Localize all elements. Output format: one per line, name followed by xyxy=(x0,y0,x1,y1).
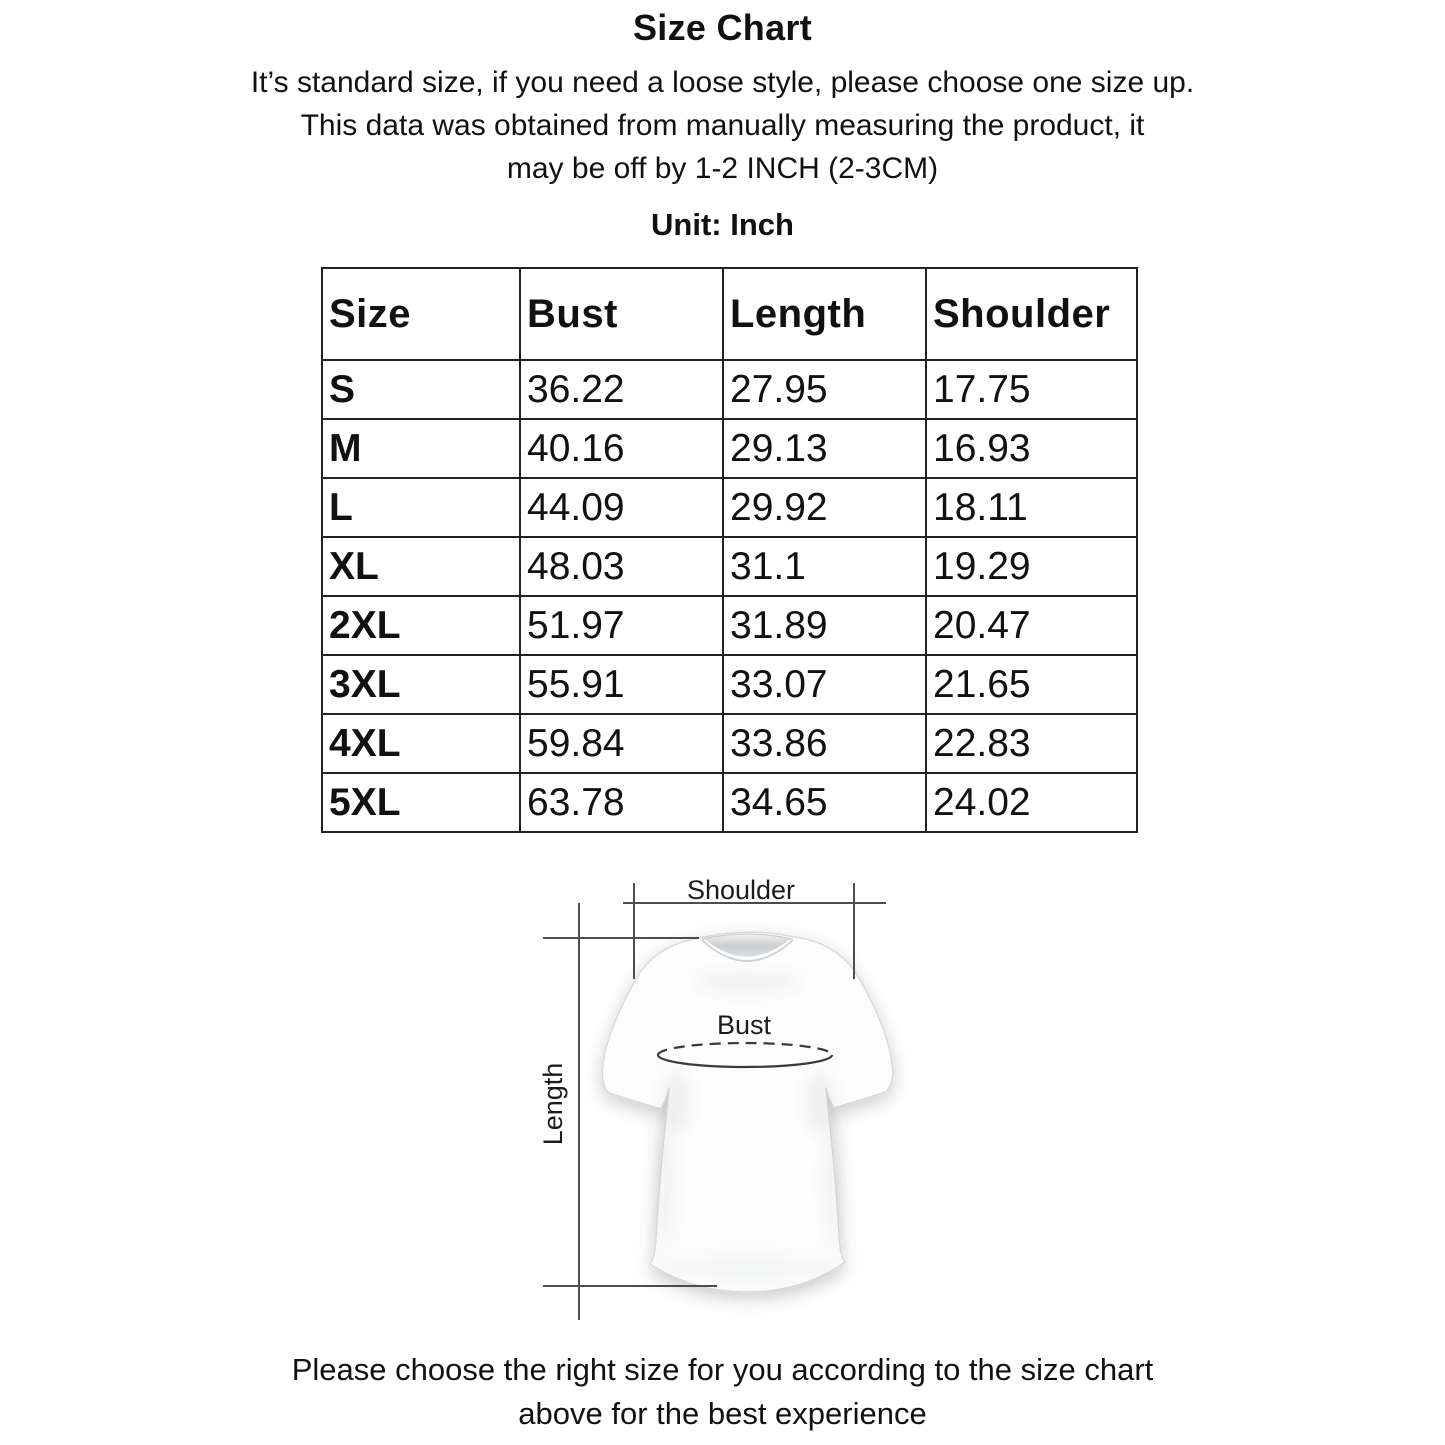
measurement-cell: 40.16 xyxy=(520,419,723,478)
measurement-cell: 59.84 xyxy=(520,714,723,773)
measurement-cell: 19.29 xyxy=(926,537,1137,596)
size-cell: 4XL xyxy=(322,714,520,773)
length-label: Length xyxy=(538,1062,568,1146)
size-table-row xyxy=(322,537,1137,596)
intro-line-1: It’s standard size, if you need a loose style, please choose one size up. xyxy=(250,66,1195,99)
tshirt-diagram-svg xyxy=(538,874,966,1330)
bust-label: Bust xyxy=(716,1010,772,1040)
measurement-cell: 34.65 xyxy=(723,773,926,832)
footer-note xyxy=(0,1348,1445,1436)
measurement-cell: 29.92 xyxy=(723,478,926,537)
measurement-cell: 24.02 xyxy=(926,773,1137,832)
measurement-cell: 20.47 xyxy=(926,596,1137,655)
size-cell: S xyxy=(322,360,520,419)
size-table-row xyxy=(322,714,1137,773)
size-table-row xyxy=(322,419,1137,478)
column-header-length: Length xyxy=(723,268,926,360)
measurement-cell: 63.78 xyxy=(520,773,723,832)
unit-label: Unit: Inch xyxy=(651,207,794,242)
measurement-cell: 31.89 xyxy=(723,596,926,655)
page-title: Size Chart xyxy=(632,7,813,48)
measurement-cell: 33.07 xyxy=(723,655,926,714)
size-table-row xyxy=(322,596,1137,655)
size-table-header-row xyxy=(322,268,1137,360)
column-header-shoulder: Shoulder xyxy=(926,268,1137,360)
measurement-cell: 18.11 xyxy=(926,478,1137,537)
measurement-cell: 48.03 xyxy=(520,537,723,596)
shoulder-label: Shoulder xyxy=(686,875,796,905)
tshirt-measurement-diagram xyxy=(538,874,966,1330)
measurement-cell: 16.93 xyxy=(926,419,1137,478)
measurement-cell: 44.09 xyxy=(520,478,723,537)
column-header-bust: Bust xyxy=(520,268,723,360)
intro-text xyxy=(0,61,1445,190)
measurement-cell: 27.95 xyxy=(723,360,926,419)
measurement-cell: 29.13 xyxy=(723,419,926,478)
size-table-row xyxy=(322,360,1137,419)
measurement-cell: 55.91 xyxy=(520,655,723,714)
size-table-row xyxy=(322,655,1137,714)
measurement-cell: 36.22 xyxy=(520,360,723,419)
size-cell: M xyxy=(322,419,520,478)
size-cell: 5XL xyxy=(322,773,520,832)
column-header-size: Size xyxy=(322,268,520,360)
measurement-cell: 22.83 xyxy=(926,714,1137,773)
measurement-cell: 31.1 xyxy=(723,537,926,596)
size-cell: 3XL xyxy=(322,655,520,714)
measurement-cell: 17.75 xyxy=(926,360,1137,419)
size-cell: XL xyxy=(322,537,520,596)
footer-line-1: Please choose the right size for you according to the size chart xyxy=(291,1352,1154,1387)
intro-line-3: may be off by 1-2 INCH (2-3CM) xyxy=(506,152,939,185)
size-table xyxy=(321,267,1138,833)
measurement-cell: 21.65 xyxy=(926,655,1137,714)
size-cell: 2XL xyxy=(322,596,520,655)
measurement-cell: 51.97 xyxy=(520,596,723,655)
size-table-row xyxy=(322,773,1137,832)
size-table-row xyxy=(322,478,1137,537)
measurement-cell: 33.86 xyxy=(723,714,926,773)
intro-line-2: This data was obtained from manually measuring the product, it xyxy=(300,109,1145,142)
footer-line-2: above for the best experience xyxy=(518,1396,927,1431)
size-cell: L xyxy=(322,478,520,537)
tshirt-illustration xyxy=(602,932,893,1292)
